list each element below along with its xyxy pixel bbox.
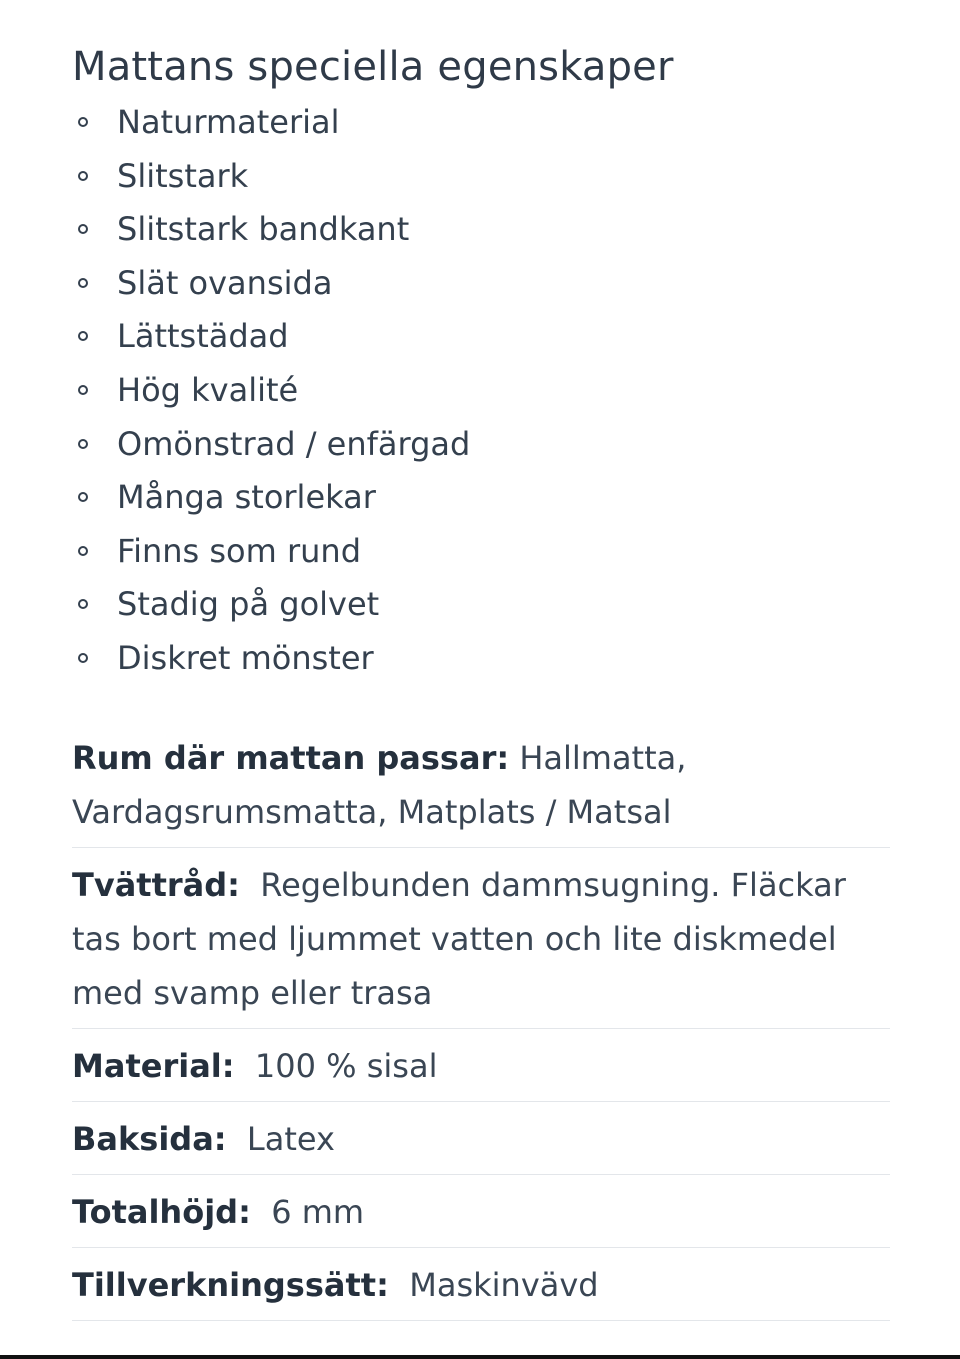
spec-list (72, 731, 890, 1321)
bullet-circle-icon (78, 278, 88, 288)
spec-label: Tvättråd: (72, 865, 240, 904)
feature-label: Slitstark (117, 156, 249, 195)
spec-value: Latex (246, 1119, 335, 1158)
feature-item (72, 471, 890, 525)
feature-item (72, 203, 890, 257)
bullet-circle-icon (78, 385, 88, 395)
bullet-circle-icon (78, 171, 88, 181)
feature-label: Naturmaterial (117, 103, 340, 141)
spec-row-material (72, 1029, 890, 1102)
feature-label: Lättstädad (117, 317, 289, 356)
product-details (72, 38, 890, 1321)
bullet-circle-icon (78, 546, 88, 556)
feature-item (72, 578, 890, 632)
spec-label: Rum där mattan passar: (72, 738, 510, 777)
feature-label: Omönstrad / enfärgad (117, 424, 471, 463)
feature-item (72, 418, 890, 472)
spec-label: Tillverkningssätt: (72, 1265, 389, 1304)
spec-label: Baksida: (72, 1119, 227, 1158)
spec-value: Maskinvävd (409, 1265, 599, 1304)
spec-label: Totalhöjd: (72, 1192, 251, 1231)
bullet-circle-icon (78, 439, 88, 449)
feature-label: Stadig på golvet (117, 585, 380, 624)
feature-label: Diskret mönster (117, 638, 374, 677)
feature-item (72, 150, 890, 204)
spec-value: 100 % sisal (254, 1046, 438, 1085)
bullet-circle-icon (78, 492, 88, 502)
spec-row-height (72, 1175, 890, 1248)
feature-item (72, 525, 890, 579)
feature-item (72, 310, 890, 364)
spec-row-manufacturing (72, 1248, 890, 1321)
spec-value: 6 mm (271, 1192, 365, 1231)
spec-value: Regelbunden dammsugning. Fläckar tas bort med ljummet vatten och lite diskmedel med svamp eller trasa (72, 865, 846, 1012)
feature-item (72, 96, 890, 150)
feature-label: Hög kvalité (117, 370, 299, 409)
feature-label: Slät ovansida (117, 263, 333, 302)
section-heading: Mattans speciella egenskaper (72, 44, 674, 90)
feature-label: Många storlekar (117, 478, 376, 517)
bottom-divider (0, 1355, 960, 1359)
bullet-circle-icon (78, 599, 88, 609)
feature-item (72, 257, 890, 311)
feature-label: Finns som rund (117, 531, 361, 570)
spec-label: Material: (72, 1046, 235, 1085)
feature-label: Slitstark bandkant (117, 210, 410, 249)
spec-row-care (72, 848, 890, 1029)
spec-value: Hallmatta, Vardagsrumsmatta, Matplats / Matsal (72, 738, 687, 831)
bullet-circle-icon (78, 224, 88, 234)
spec-row-backing (72, 1102, 890, 1175)
feature-item (72, 364, 890, 418)
spec-row-rooms (72, 731, 890, 848)
bullet-circle-icon (78, 117, 88, 127)
feature-list (72, 96, 890, 686)
bullet-circle-icon (78, 331, 88, 341)
bullet-circle-icon (78, 653, 88, 663)
feature-item (72, 632, 890, 686)
